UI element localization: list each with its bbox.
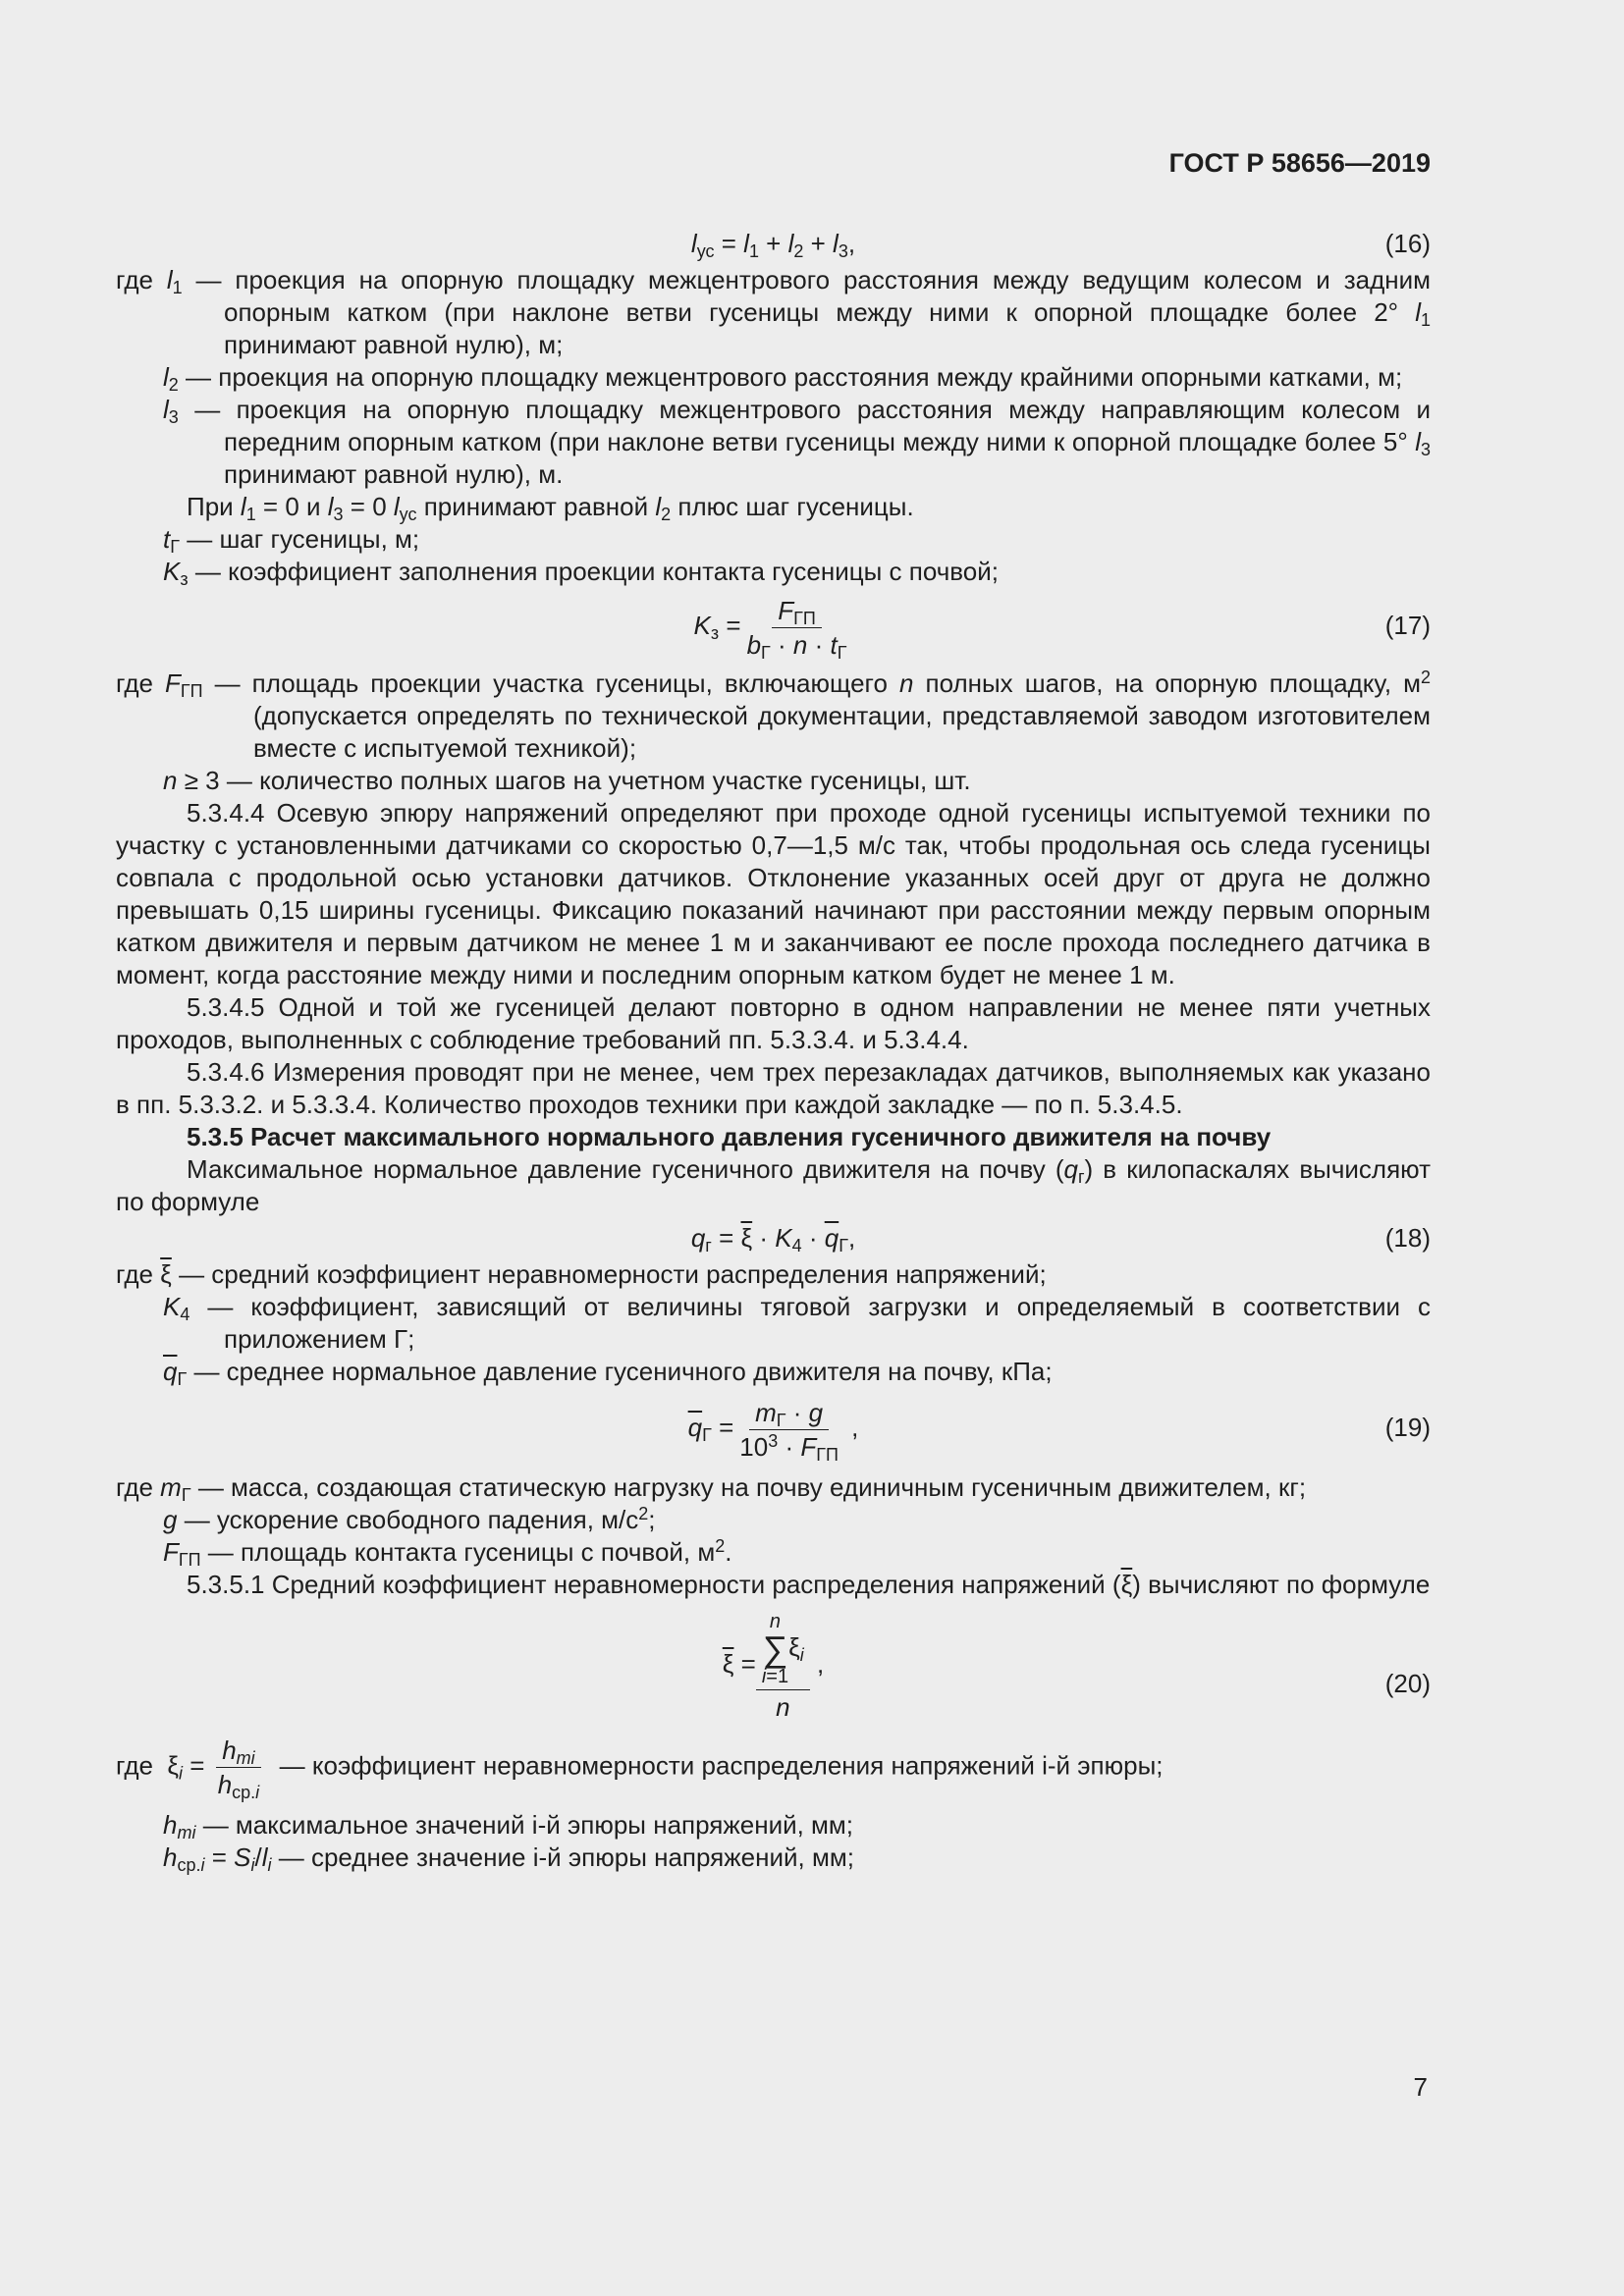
equation-17-number: (17) [1384,611,1431,640]
where-l3: $l_3$ — проекция на опорную площадку межцентрового расстояния между направляющим колесом и передним опорным катком (при наклоне ветви гусеницы между ними к опорной площадке более 5° $l_3$ принимают равной нулю), м. [163,395,1431,489]
where-g: g — ускорение свободного падения, $м/с^2$; [163,1504,656,1534]
equation-17-expression: $K_з$ = $\frac{F_{ГП}}{b_Г \cdot n \cdot t_Г}$ [693,596,847,663]
paragraph-5-3-4-5: 5.3.4.5 Одной и той же гусеницей делают повторно в одном направлении не менее пяти учетных проходов, выполненных с соблюдение требований пп. 5.3.3.4. и 5.3.4.4. [116,992,1431,1054]
where-tg-text: — шаг гусеницы, м; [187,524,420,554]
where-l2: $l_2$ — проекция на опорную площадку межцентрового расстояния между крайними опорными катками, м; [163,362,1403,395]
where-kz-text: — коэффициент заполнения проекции контакта гусеницы с почвой; [194,557,999,586]
paragraph-5-3-4-4: 5.3.4.4 Осевую эпюру напряжений определяют при проходе одной гусеницы испытуемой техники по участку с установленными датчиками со скоростью 0,7—1,5 м/с так, чтобы продольная ось следа гусеницы совпала с продольной осью установки датчиков. Отклонение указанных осей друг от друга не должно превышать 0,15 ширины гусеницы. Фиксацию показаний начинают при расстоянии между первым опорным катком движителя и первым датчиком не менее 1 м и заканчивают ее после прохода последнего датчика в момент, когда расстояние между ними и последним опорным катком будет не менее 1 м. [116,798,1431,989]
where-xi-mean: где $\overline{\xi}$ — средний коэффициент неравномерности распределения напряжений; [116,1259,1047,1289]
equation-20 [116,1611,1431,1722]
where-xi-mean-text: — средний коэффициент неравномерности распределения напряжений; [179,1259,1047,1289]
equation-16 [116,228,1431,260]
equation-20-expression: $\overline{\xi}$ = n ∑ i=1 $\xi_i$ n , [722,1611,825,1722]
equation-18-number: (18) [1384,1223,1431,1253]
document-header: ГОСТ Р 58656—2019 [1168,148,1431,178]
equation-16-number: (16) [1384,229,1431,258]
where-tg: $t_Г$ — шаг гусеницы, м; [163,524,420,557]
where-q-mean-text: — среднее нормальное давление гусеничного движителя на почву, кПа; [193,1357,1053,1386]
paragraph-5-3-5: Максимальное нормальное давление гусеничного движителя на почву $(q_г)$ в килопаскалях вычисляют по формуле [116,1154,1431,1216]
paragraph-5-3-4-6: 5.3.4.6 Измерения проводят при не менее, чем трех перезакладах датчиков, выполняемых как указано в пп. 5.3.3.2. и 5.3.3.4. Количество проходов техники при каждой закладке — по п. 5.3.4.5. [116,1057,1431,1119]
heading-5-3-5: 5.3.5 Расчет максимального нормального давления гусеничного движителя на почву [187,1122,1272,1151]
where-hmi-text: — максимальное значений i-й эпюры напряжений, мм; [202,1810,854,1840]
where-hcp: $h_{ср.i} = S_i/l_i$ — среднее значение i-й эпюры напряжений, мм; [163,1842,854,1875]
equation-19-expression: $\overline{q}_Г$ = $\frac{m_Г \cdot g}{10^3 \cdot F_{ГП}}$ , [687,1398,859,1465]
where-hmi: $h_{mi}$ — максимальное значений i-й эпюры напряжений, мм; [163,1810,854,1842]
page-number: 7 [1413,2072,1428,2102]
equation-19-number: (19) [1384,1413,1431,1442]
where-n: n ≥ 3 — количество полных шагов на учетном участке гусеницы, шт. [163,766,971,795]
where-l1: где $l_1$ — проекция на опорную площадку межцентрового расстояния между ведущим колесом и задним опорным катком (при наклоне ветви гусеницы между ними к опорной площадке более 2° $l_1$ принимают равной нулю), м; [116,265,1432,359]
where-mg-text: — масса, создающая статическую нагрузку на почву единичным гусеничным движителем, кг; [197,1472,1307,1502]
where-xi-i-text: — коэффициент неравномерности распределения напряжений i-й эпюры; [279,1750,1164,1781]
where-hcp-text: — среднее значение i-й эпюры напряжений, мм; [278,1842,854,1872]
where-l2-text: — проекция на опорную площадку межцентрового расстояния между крайними опорными катками, м; [186,362,1403,392]
where-fgp: где $F_{ГП}$ — площадь проекции участка гусеницы, включающего n полных шагов, на опорную площадку, $м^2$ (допускается определять по технической документации, представляемой заводом изготовителем вместе с испытуемой техникой); [116,667,1431,763]
paragraph-5-3-5-1: 5.3.5.1 Средний коэффициент неравномерности распределения напряжений $(\overline{\xi})$ вычисляют по формуле [187,1570,1431,1599]
equation-18-expression: $q_г = \overline{\xi} \cdot K_4 \cdot \overline{q}_Г$, [690,1223,856,1255]
where-f-contact: $F_{ГП}$ — площадь контакта гусеницы с почвой, $м^2$. [163,1536,732,1570]
where-kz: $K_з$ — коэффициент заполнения проекции контакта гусеницы с почвой; [163,557,999,589]
equation-16-expression: $l_{ус} = l_1 + l_2 + l_3$, [690,229,856,261]
equation-18 [116,1222,1431,1255]
where-q-mean: $\overline{q}_Г$ — среднее нормальное давление гусеничного движителя на почву, кПа; [163,1357,1053,1389]
where-k4: $K_4$ — коэффициент, зависящий от величины тяговой загрузки и определяемый в соответствии с приложением Г; [163,1292,1431,1354]
equation-17 [116,596,1431,663]
note-l1-l3: При $l_1 = 0$ и $l_3 = 0$ $l_{ус}$ принимают равной $l_2$ плюс шаг гусеницы. [187,492,914,524]
equation-20-number: (20) [1384,1669,1431,1698]
equation-19 [116,1398,1431,1465]
document-body [116,224,1431,1874]
where-mg: где $m_Г$ — масса, создающая статическую нагрузку на почву единичным гусеничным движителем, кг; [116,1472,1307,1505]
where-xi-i: где $\xi_i$ = $\frac{h_{mi}}{h_{ср.i}}$ — коэффициент неравномерности распределения напряжений i-й эпюры; [116,1735,1164,1802]
